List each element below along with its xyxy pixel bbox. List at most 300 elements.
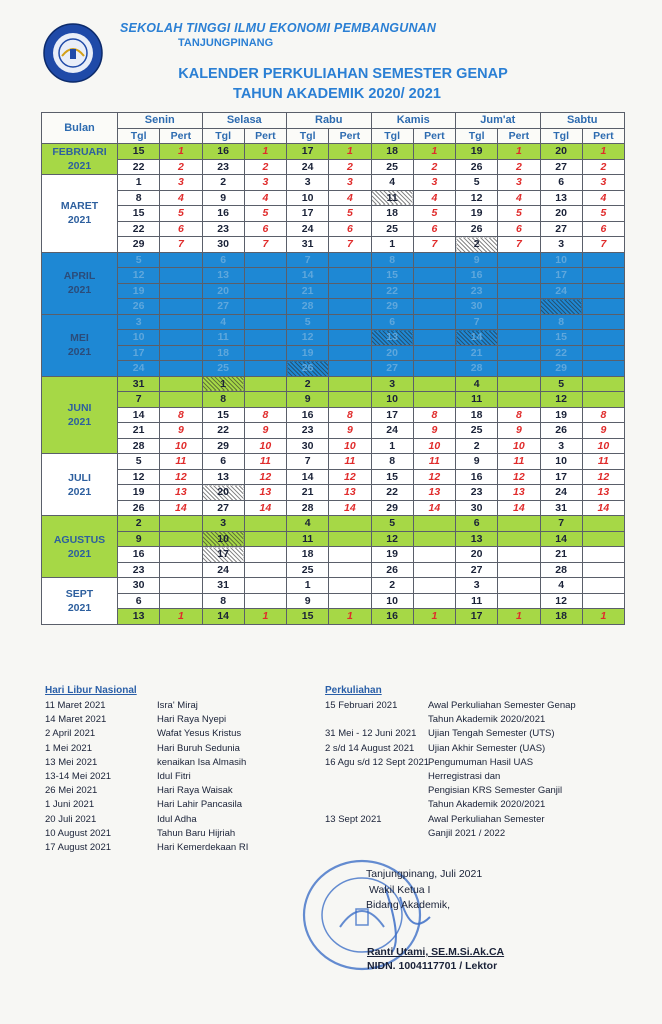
date-cell: 26: [456, 221, 498, 237]
date-cell: 24: [371, 423, 413, 439]
meeting-cell: 6: [160, 221, 202, 237]
meeting-cell: [582, 531, 624, 547]
table-row: [42, 547, 625, 563]
date-cell: 31: [118, 376, 160, 392]
table-row: [42, 562, 625, 578]
meeting-cell: 1: [160, 609, 202, 625]
table-row: [42, 144, 625, 160]
date-cell: 15: [118, 144, 160, 160]
meeting-cell: [413, 593, 455, 609]
date-cell: 17: [540, 268, 582, 284]
meeting-cell: 6: [498, 221, 540, 237]
meeting-cell: [244, 345, 286, 361]
meeting-cell: [244, 578, 286, 594]
date-cell: 17: [456, 609, 498, 625]
date-cell: 17: [371, 407, 413, 423]
date-cell: 9: [456, 252, 498, 268]
date-cell: 7: [456, 314, 498, 330]
holiday-date: 14 Maret 2021: [45, 714, 107, 726]
holiday-date: 26 Mei 2021: [45, 785, 98, 797]
month-year: 2021: [67, 601, 92, 614]
date-cell: 6: [371, 314, 413, 330]
month-cell: [42, 144, 118, 175]
meeting-cell: [413, 345, 455, 361]
tgl-header: Tgl: [287, 128, 329, 144]
meeting-cell: [160, 361, 202, 377]
date-cell: 15: [540, 330, 582, 346]
meeting-cell: [329, 314, 371, 330]
month-cell: [42, 175, 118, 253]
meeting-cell: [244, 330, 286, 346]
date-cell: 13: [371, 330, 413, 346]
meeting-cell: [582, 578, 624, 594]
date-cell: 31: [540, 500, 582, 516]
meeting-cell: [244, 252, 286, 268]
holiday-date: 17 August 2021: [45, 842, 112, 853]
schedule-event: Tahun Akademik 2020/2021: [428, 714, 546, 726]
table-row: [42, 578, 625, 594]
meeting-cell: [160, 345, 202, 361]
date-cell: 8: [202, 392, 244, 408]
meeting-cell: 2: [582, 159, 624, 175]
date-cell: 9: [456, 454, 498, 470]
holiday-name: Hari Raya Waisak: [157, 785, 233, 797]
meeting-cell: 5: [582, 206, 624, 222]
table-row: [42, 299, 625, 315]
pert-header: Pert: [413, 128, 455, 144]
month-name: APRIL: [63, 270, 96, 282]
meeting-cell: [244, 531, 286, 547]
date-cell: 27: [202, 299, 244, 315]
table-row: [42, 407, 625, 423]
meeting-cell: [498, 361, 540, 377]
meeting-cell: 8: [329, 407, 371, 423]
meeting-cell: [498, 314, 540, 330]
table-row: [42, 330, 625, 346]
meeting-cell: [582, 516, 624, 532]
col-header-bulan: Bulan: [42, 113, 118, 144]
date-cell: 27: [540, 159, 582, 175]
meeting-cell: 11: [160, 454, 202, 470]
table-row: [42, 392, 625, 408]
pert-header: Pert: [329, 128, 371, 144]
month-year: 2021: [67, 160, 92, 172]
meeting-cell: [160, 376, 202, 392]
date-cell: 8: [540, 314, 582, 330]
date-cell: 25: [371, 221, 413, 237]
date-cell: 1: [202, 376, 244, 392]
meeting-cell: 2: [413, 159, 455, 175]
date-cell: 12: [118, 268, 160, 284]
date-cell: 16: [118, 547, 160, 563]
meeting-cell: [160, 268, 202, 284]
date-cell: 28: [287, 500, 329, 516]
date-cell: 25: [456, 423, 498, 439]
meeting-cell: [582, 345, 624, 361]
meeting-cell: 6: [582, 221, 624, 237]
date-cell: 7: [287, 454, 329, 470]
calendar-table: [41, 112, 625, 625]
meeting-cell: [498, 547, 540, 563]
table-row: [42, 361, 625, 377]
date-cell: 10: [371, 392, 413, 408]
day-header: Sabtu: [540, 113, 625, 129]
page-title: KALENDER PERKULIAHAN SEMESTER GENAP: [178, 66, 508, 82]
schedule-event: Awal Perkuliahan Semester Genap: [428, 700, 576, 711]
date-cell: 1: [371, 438, 413, 454]
month-cell: [42, 454, 118, 516]
date-cell: 1: [118, 175, 160, 191]
date-cell: 16: [456, 469, 498, 485]
meeting-cell: [413, 547, 455, 563]
meeting-cell: 7: [582, 237, 624, 253]
date-cell: 11: [287, 531, 329, 547]
date-cell: 24: [202, 562, 244, 578]
table-row: [42, 175, 625, 191]
schedule-date: 15 Februari 2021: [325, 700, 398, 711]
date-cell: 29: [371, 500, 413, 516]
day-header: Rabu: [287, 113, 372, 129]
date-cell: 11: [202, 330, 244, 346]
meeting-cell: 4: [498, 190, 540, 206]
meeting-cell: 11: [413, 454, 455, 470]
date-cell: 20: [540, 144, 582, 160]
date-cell: 11: [456, 593, 498, 609]
schedule-date: 31 Mei - 12 Juni 2021: [325, 728, 417, 740]
meeting-cell: [498, 593, 540, 609]
holiday-date: 20 Juli 2021: [45, 813, 97, 825]
meeting-cell: 10: [244, 438, 286, 454]
date-cell: 9: [287, 593, 329, 609]
date-cell: 22: [540, 345, 582, 361]
date-cell: 4: [202, 314, 244, 330]
date-cell: 16: [456, 268, 498, 284]
meeting-cell: 4: [582, 190, 624, 206]
date-cell: 4: [540, 578, 582, 594]
meeting-cell: 5: [244, 206, 286, 222]
date-cell: 10: [540, 454, 582, 470]
meeting-cell: [244, 516, 286, 532]
month-name: MARET: [60, 200, 99, 213]
date-cell: 22: [371, 283, 413, 299]
pert-header: Pert: [244, 128, 286, 144]
month-name: JULI: [68, 471, 91, 484]
meeting-cell: 11: [329, 454, 371, 470]
table-row: [42, 609, 625, 625]
date-cell: 7: [287, 252, 329, 268]
meeting-cell: [413, 283, 455, 299]
meeting-cell: 5: [329, 206, 371, 222]
meeting-cell: 2: [160, 159, 202, 175]
date-cell: 23: [456, 485, 498, 501]
meeting-cell: [244, 562, 286, 578]
holiday-date: 13-14 Mei 2021: [45, 771, 112, 782]
date-cell: 13: [540, 190, 582, 206]
table-row: [42, 268, 625, 284]
holiday-date: 13 Mei 2021: [45, 756, 98, 768]
meeting-cell: 13: [582, 485, 624, 501]
date-cell: 29: [202, 438, 244, 454]
date-cell: 24: [287, 159, 329, 175]
date-cell: 14: [287, 469, 329, 485]
meeting-cell: 8: [413, 407, 455, 423]
meeting-cell: 14: [582, 500, 624, 516]
tgl-header: Tgl: [456, 128, 498, 144]
date-cell: 20: [202, 485, 244, 501]
meeting-cell: 5: [413, 206, 455, 222]
date-cell: 22: [118, 221, 160, 237]
meeting-cell: 3: [244, 175, 286, 191]
meeting-cell: 9: [413, 423, 455, 439]
table-row: [42, 221, 625, 237]
meeting-cell: [413, 531, 455, 547]
date-cell: 5: [540, 376, 582, 392]
date-cell: 3: [371, 376, 413, 392]
date-cell: 6: [118, 593, 160, 609]
holiday-date: 10 August 2021: [45, 827, 112, 839]
date-cell: 22: [202, 423, 244, 439]
tgl-header: Tgl: [540, 128, 582, 144]
meeting-cell: 4: [329, 190, 371, 206]
meeting-cell: [582, 376, 624, 392]
meeting-cell: 1: [498, 144, 540, 160]
meeting-cell: [160, 531, 202, 547]
meeting-cell: [498, 392, 540, 408]
day-header: Jum'at: [456, 113, 541, 129]
date-cell: 20: [540, 206, 582, 222]
schedule-event: Pengumuman Hasil UAS: [428, 756, 534, 768]
schedule-date: 2 s/d 14 August 2021: [325, 742, 415, 754]
month-cell: [42, 376, 118, 454]
table-row: [42, 485, 625, 501]
date-cell: 17: [287, 144, 329, 160]
tgl-header: Tgl: [371, 128, 413, 144]
schedule-event: Awal Perkuliahan Semester: [428, 813, 545, 825]
meeting-cell: [498, 268, 540, 284]
meeting-cell: 12: [498, 469, 540, 485]
date-cell: 26: [371, 562, 413, 578]
date-cell: 2: [456, 438, 498, 454]
meeting-cell: 1: [582, 144, 624, 160]
meeting-cell: 1: [244, 144, 286, 160]
table-row: [42, 500, 625, 516]
meeting-cell: 7: [498, 237, 540, 253]
date-cell: 24: [540, 283, 582, 299]
table-row: [42, 314, 625, 330]
date-cell: 1: [287, 578, 329, 594]
table-row: [42, 469, 625, 485]
meeting-cell: [329, 283, 371, 299]
date-cell: 17: [540, 469, 582, 485]
date-cell: 23: [287, 423, 329, 439]
table-row: [42, 190, 625, 206]
meeting-cell: 3: [413, 175, 455, 191]
date-cell: 9: [118, 531, 160, 547]
month-year: 2021: [67, 214, 92, 227]
meeting-cell: 10: [329, 438, 371, 454]
holidays-title: Hari Libur Nasional: [45, 685, 137, 696]
month-cell: [42, 578, 118, 625]
meeting-cell: 13: [329, 485, 371, 501]
table-row: [42, 376, 625, 392]
meeting-cell: [582, 268, 624, 284]
date-cell: 3: [287, 175, 329, 191]
month-year: 2021: [67, 547, 92, 560]
meeting-cell: [244, 361, 286, 377]
meeting-cell: 13: [498, 485, 540, 501]
month-cell: [42, 252, 118, 314]
meeting-cell: [413, 330, 455, 346]
date-cell: 15: [371, 469, 413, 485]
month-name: AGUSTUS: [53, 533, 106, 546]
meeting-cell: 12: [160, 469, 202, 485]
date-cell: 20: [202, 283, 244, 299]
meeting-cell: [160, 252, 202, 268]
meeting-cell: 8: [160, 407, 202, 423]
date-cell: 13: [202, 469, 244, 485]
date-cell: 23: [202, 159, 244, 175]
table-row: [42, 206, 625, 222]
date-cell: 15: [118, 206, 160, 222]
meeting-cell: 9: [329, 423, 371, 439]
table-row: [42, 252, 625, 268]
date-cell: 20: [371, 345, 413, 361]
meeting-cell: [498, 345, 540, 361]
signatory-nidn: NIDN. 1004117701 / Lektor: [367, 960, 498, 972]
date-cell: 29: [118, 237, 160, 253]
date-cell: 25: [287, 562, 329, 578]
meeting-cell: [244, 593, 286, 609]
date-cell: 7: [118, 392, 160, 408]
holiday-date: 1 Juni 2021: [45, 799, 95, 811]
date-cell: 2: [202, 175, 244, 191]
date-cell: 9: [202, 190, 244, 206]
meeting-cell: 1: [329, 609, 371, 625]
date-cell: 18: [540, 609, 582, 625]
date-cell: 31: [287, 237, 329, 253]
holiday-name: Idul Fitri: [157, 771, 191, 782]
meeting-cell: 1: [160, 144, 202, 160]
meeting-cell: 7: [244, 237, 286, 253]
meeting-cell: [582, 283, 624, 299]
meeting-cell: [244, 299, 286, 315]
month-name: SEPT: [65, 587, 94, 600]
meeting-cell: 4: [244, 190, 286, 206]
month-year: 2021: [67, 284, 92, 296]
date-cell: 20: [456, 547, 498, 563]
meeting-cell: [582, 330, 624, 346]
meeting-cell: 6: [244, 221, 286, 237]
month-name: JUNI: [67, 401, 92, 414]
holiday-name: kenaikan Isa Almasih: [157, 756, 247, 768]
page-subtitle: TAHUN AKADEMIK 2020/ 2021: [233, 86, 441, 102]
date-cell: 8: [371, 252, 413, 268]
meeting-cell: 14: [160, 500, 202, 516]
date-cell: 21: [118, 423, 160, 439]
meeting-cell: 7: [160, 237, 202, 253]
meeting-cell: 13: [160, 485, 202, 501]
day-header: Kamis: [371, 113, 456, 129]
meeting-cell: 14: [244, 500, 286, 516]
meeting-cell: [498, 299, 540, 315]
meeting-cell: [244, 283, 286, 299]
meeting-cell: [244, 314, 286, 330]
date-cell: 17: [118, 345, 160, 361]
meeting-cell: 12: [413, 469, 455, 485]
meeting-cell: [498, 376, 540, 392]
table-row: [42, 438, 625, 454]
date-cell: 19: [456, 206, 498, 222]
date-cell: 18: [287, 547, 329, 563]
schedule-date: 13 Sept 2021: [325, 813, 382, 825]
tgl-header: Tgl: [202, 128, 244, 144]
meeting-cell: [160, 516, 202, 532]
date-cell: 12: [540, 593, 582, 609]
date-cell: 14: [540, 531, 582, 547]
day-header: Selasa: [202, 113, 287, 129]
institution-city: TANJUNGPINANG: [178, 37, 274, 49]
meeting-cell: [244, 392, 286, 408]
date-cell: 1: [371, 237, 413, 253]
date-cell: 10: [371, 593, 413, 609]
date-cell: 19: [371, 547, 413, 563]
meeting-cell: [160, 283, 202, 299]
date-cell: 14: [287, 268, 329, 284]
date-cell: 2: [456, 237, 498, 253]
holiday-date: 11 Maret 2021: [45, 700, 106, 711]
meeting-cell: [498, 562, 540, 578]
date-cell: 4: [371, 175, 413, 191]
schedule-event: Ganjil 2021 / 2022: [428, 827, 506, 839]
signatory-name: Ranti Utami, SE.M.Si.Ak.CA: [367, 946, 505, 958]
month-cell: [42, 516, 118, 578]
date-cell: 21: [456, 345, 498, 361]
date-cell: 6: [456, 516, 498, 532]
date-cell: 14: [456, 330, 498, 346]
date-cell: 27: [456, 562, 498, 578]
date-cell: 14: [118, 407, 160, 423]
table-row: [42, 531, 625, 547]
meeting-cell: 6: [329, 221, 371, 237]
meeting-cell: [498, 531, 540, 547]
month-year: 2021: [67, 415, 92, 428]
date-cell: 11: [456, 392, 498, 408]
meeting-cell: [244, 268, 286, 284]
signature-role: Wakil Ketua I: [369, 884, 431, 896]
date-cell: 21: [540, 547, 582, 563]
meeting-cell: [329, 531, 371, 547]
date-cell: 8: [202, 593, 244, 609]
meeting-cell: [160, 299, 202, 315]
meeting-cell: [329, 361, 371, 377]
meeting-cell: [244, 376, 286, 392]
date-cell: 15: [287, 609, 329, 625]
meeting-cell: [329, 593, 371, 609]
meeting-cell: [329, 578, 371, 594]
date-cell: 17: [287, 206, 329, 222]
date-cell: 29: [371, 299, 413, 315]
date-cell: 27: [540, 221, 582, 237]
date-cell: 3: [202, 516, 244, 532]
meeting-cell: [498, 578, 540, 594]
date-cell: 5: [287, 314, 329, 330]
meeting-cell: [160, 593, 202, 609]
date-cell: 28: [456, 361, 498, 377]
table-row: [42, 345, 625, 361]
schedule-date: 16 Agu s/d 12 Sept 2021: [325, 756, 430, 768]
date-cell: 7: [540, 516, 582, 532]
meeting-cell: [329, 516, 371, 532]
